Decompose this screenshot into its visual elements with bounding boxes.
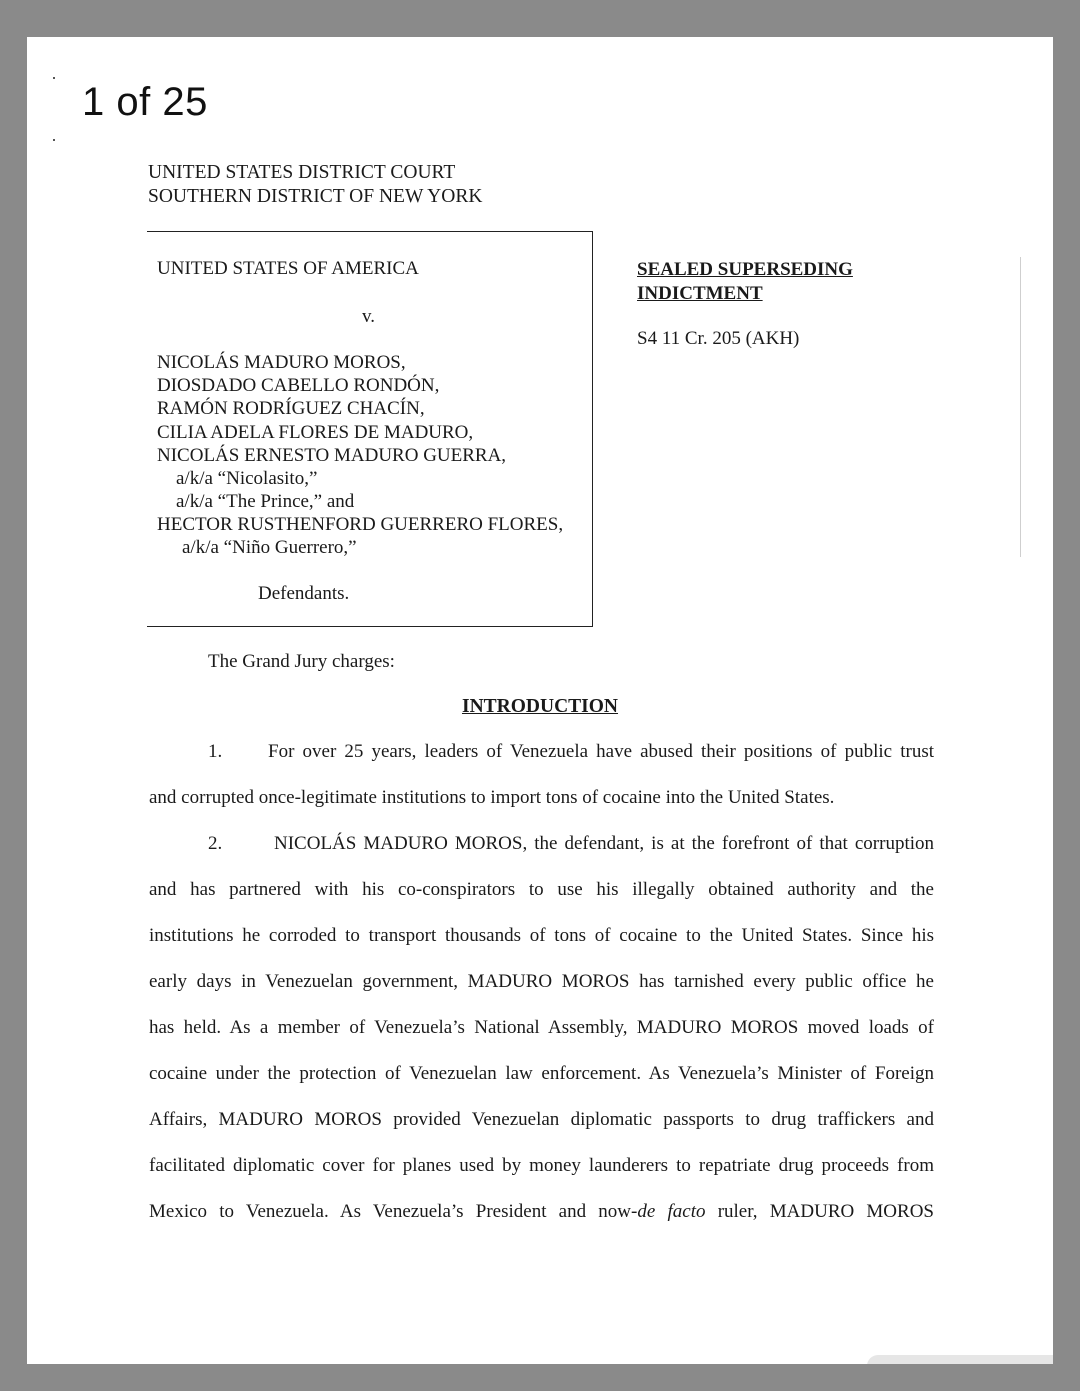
paragraph-line-text: ruler, MADURO MOROS: [705, 1201, 934, 1222]
paragraph-line: and has partnered with his co-conspirators to use his illegally obtained authority and the: [149, 879, 934, 900]
section-heading: INTRODUCTION: [461, 696, 619, 717]
paragraph-line: and corrupted once-legitimate institutions to import tons of cocaine into the United States.: [149, 787, 835, 808]
paragraph-line-text: Mexico to Venezuela. As Venezuela’s President and now-: [149, 1201, 638, 1222]
defendant-name: NICOLÁS MADURO MOROS,: [157, 352, 406, 373]
paragraph-line: has held. As a member of Venezuela’s National Assembly, MADURO MOROS moved loads of: [149, 1017, 934, 1038]
paragraph-line: cocaine under the protection of Venezuelan law enforcement. As Venezuela’s Minister of Foreign: [149, 1063, 934, 1084]
page-counter: 1 of 25: [82, 80, 208, 124]
paragraph-line: [149, 1200, 934, 1224]
document-title-line: INDICTMENT: [637, 283, 763, 304]
defendant-name: DIOSDADO CABELLO RONDÓN,: [157, 375, 440, 396]
defendant-alias: a/k/a “Nicolasito,”: [176, 468, 318, 489]
scan-mark: [53, 139, 55, 141]
scan-edge-line: [1020, 257, 1021, 557]
defendant-name: RAMÓN RODRÍGUEZ CHACÍN,: [157, 398, 425, 419]
paragraph-line: facilitated diplomatic cover for planes used by money launderers to repatriate drug proceeds from: [149, 1155, 934, 1176]
defendant-alias: a/k/a “The Prince,” and: [176, 491, 355, 512]
paragraph-line: institutions he corroded to transport thousands of tons of cocaine to the United States. Since his: [149, 925, 934, 946]
document-title-block: [637, 258, 877, 350]
paragraph-number: 2.: [208, 833, 223, 854]
versus: v.: [362, 306, 376, 327]
scan-mark: [53, 77, 55, 79]
defendant-name: CILIA ADELA FLORES DE MADURO,: [157, 422, 474, 443]
court-name-line: UNITED STATES DISTRICT COURT: [148, 162, 456, 183]
paragraph-line: For over 25 years, leaders of Venezuela have abused their positions of public trust: [268, 741, 934, 762]
grand-jury-charges: The Grand Jury charges:: [208, 651, 395, 672]
defendants-label: Defendants.: [258, 583, 350, 604]
paragraph-line: NICOLÁS MADURO MOROS, the defendant, is at the forefront of that corruption: [274, 833, 934, 854]
body-paragraphs: [149, 740, 934, 1300]
watermark-smudge: [867, 1355, 1053, 1364]
plaintiff-name: UNITED STATES OF AMERICA: [157, 258, 419, 279]
court-district-line: SOUTHERN DISTRICT OF NEW YORK: [148, 186, 483, 207]
paragraph-line: Affairs, MADURO MOROS provided Venezuelan diplomatic passports to drug traffickers and: [149, 1109, 934, 1130]
court-header: [148, 161, 482, 209]
defendant-alias: a/k/a “Niño Guerrero,”: [182, 537, 357, 558]
document-page: [27, 37, 1053, 1364]
italic-phrase: de facto: [637, 1201, 706, 1222]
defendant-name: NICOLÁS ERNESTO MADURO GUERRA,: [157, 445, 507, 466]
paragraph-number: 1.: [208, 741, 223, 762]
case-number: S4 11 Cr. 205 (AKH): [637, 328, 800, 349]
document-title: [637, 258, 877, 306]
defendant-name: HECTOR RUSTHENFORD GUERRERO FLORES,: [157, 514, 564, 535]
document-title-line: SEALED SUPERSEDING: [637, 259, 853, 280]
paragraph-line: early days in Venezuelan government, MADURO MOROS has tarnished every public office he: [149, 971, 934, 992]
